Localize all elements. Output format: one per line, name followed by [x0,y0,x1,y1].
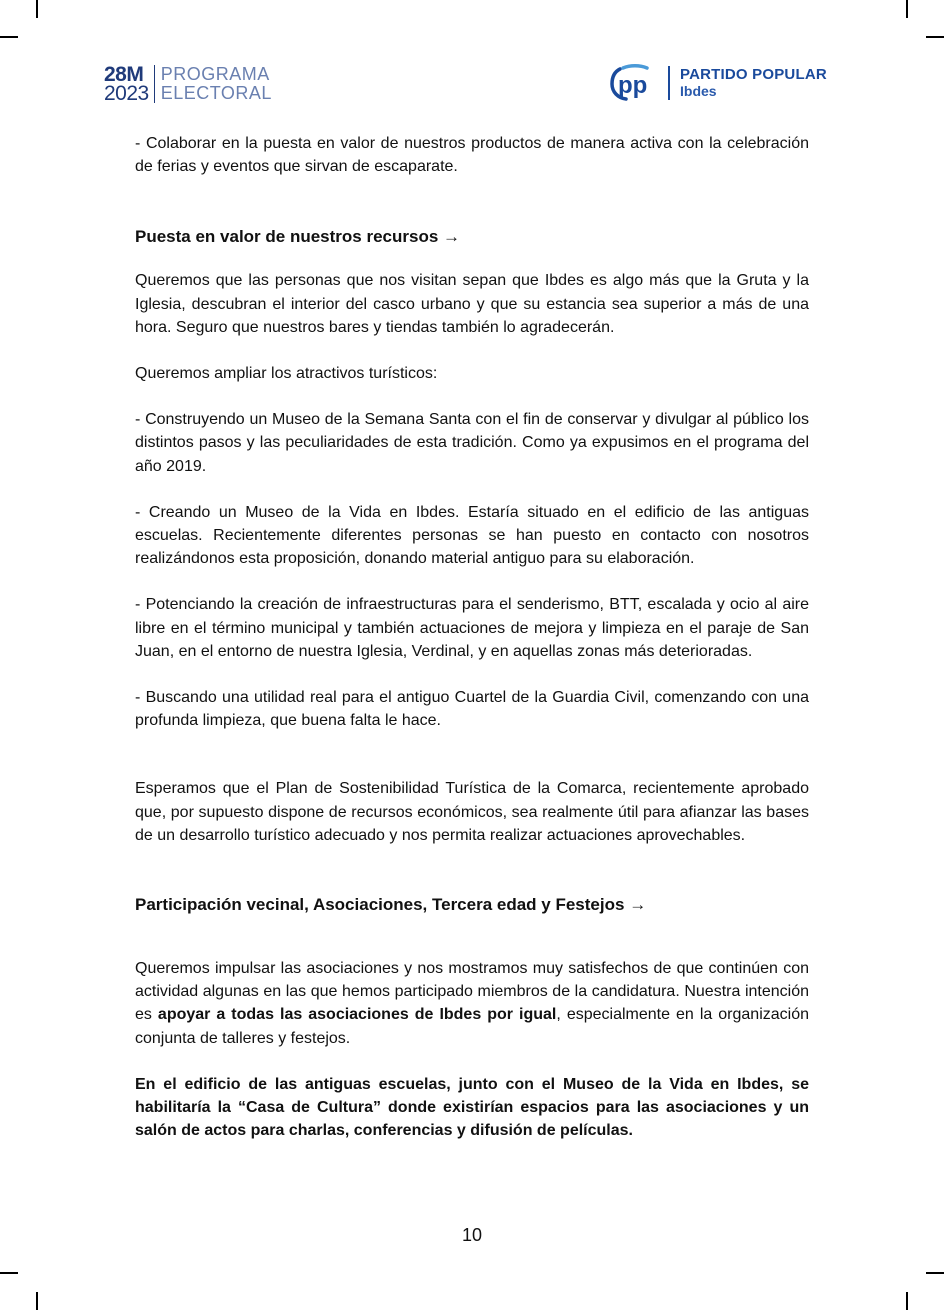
party-town: Ibdes [680,83,717,99]
paragraph-culture-house: En el edificio de las antiguas escuelas, junto con el Museo de la Vida en Ibdes, se habilitaría la “Casa de Cultura” donde existirían espacios para las asociaciones y un salón de actos para charlas, conferencias y difusión de películas. [135,1075,809,1140]
paragraph-associations-part1: Queremos impulsar las asociaciones y nos mostramos muy satisfechos de que continúen con actividad algunas en las que hemos participado miembros de la candidatura. Nuestra intención es [135,960,809,1024]
crop-mark-top-left-vertical [36,0,38,18]
program-title [161,65,272,103]
program-title-line2: ELECTORAL [160,83,272,103]
heading-participation [135,893,809,917]
crop-mark-bottom-left-vertical [36,1292,38,1310]
arrow-right-icon: → [629,895,647,915]
paragraph-infrastructure: - Potenciando la creación de infraestructuras para el senderismo, BTT, escalada y ocio al aire libre en el término municipal y también actuaciones de mejora y limpieza en el paraje de San Juan, en el entorno de nuestra Iglesia, Verdinal, y en aquellas zonas más deterioradas. [135,596,809,660]
election-date-badge [104,65,149,103]
program-title-line1: PROGRAMA [160,64,270,84]
crop-mark-top-left-horizontal [0,36,18,38]
party-logo [610,63,827,103]
party-name: PARTIDO POPULAR [680,66,827,83]
pp-logo-letters: pp [618,72,648,99]
arrow-right-icon: → [443,227,461,247]
pp-logo-icon [610,64,660,102]
paragraph-visitors: Queremos que las personas que nos visitan sepan que Ibdes es algo más que la Gruta y la Iglesia, descubran el interior del casco urbano y que su estancia sea superior a más de una hora. Seguro que nuestros bares y tiendas también lo agradecerán. [135,272,809,336]
crop-mark-top-right-vertical [906,0,908,18]
election-code: 28M [104,63,144,86]
paragraph-associations-bold: apoyar a todas las asociaciones de Ibdes por igual [157,1006,557,1024]
paragraph-life-museum: - Creando un Museo de la Vida en Ibdes. Estaría situado en el edificio de las antiguas escuelas. Recientemente diferentes personas se han puesto en contacto con nosotros realizándonos esta proposición, donando material antiguo para su elaboración. [135,503,809,568]
heading-participation-text: Participación vecinal, Asociaciones, Tercera edad y Festejos [135,895,625,915]
paragraph-tourist-attractions-intro: Queremos ampliar los atractivos turísticos: [135,365,438,383]
paragraph-guardia-civil-barracks: - Buscando una utilidad real para el antiguo Cuartel de la Guardia Civil, comenzando con una profunda limpieza, que buena falta le hace. [135,689,809,730]
crop-mark-bottom-right-vertical [906,1292,908,1310]
crop-mark-bottom-left-horizontal [0,1272,18,1274]
party-text [680,66,827,100]
paragraph-associations-part2: , especialmente en la organización conjunta de talleres y festejos. [135,1006,810,1047]
party-logo-divider [668,66,670,100]
paragraph-associations [135,957,809,1050]
heading-resources [135,225,809,249]
election-logo-divider [154,65,155,103]
document-body [135,132,809,1142]
crop-mark-top-right-horizontal [926,36,944,38]
election-year: 2023 [104,82,149,105]
election-program-logo [104,64,272,104]
paragraph-promote-products: - Colaborar en la puesta en valor de nuestros productos de manera activa con la celebración de ferias y eventos que sirvan de escaparate. [135,135,809,176]
paragraph-sustainability-plan: Esperamos que el Plan de Sostenibilidad Turística de la Comarca, recientemente aprobado que, por supuesto dispone de recursos económicos, sea realmente útil para afianzar las bases de un desarrollo turístico adecuado y nos permita realizar actuaciones aprovechables. [135,780,809,844]
page-number: 10 [461,1225,483,1245]
paragraph-holy-week-museum: - Construyendo un Museo de la Semana Santa con el fin de conservar y divulgar al público los distintos pasos y las peculiaridades de esta tradición. Como ya expusimos en el programa del año 2019. [135,411,809,475]
crop-mark-bottom-right-horizontal [926,1272,944,1274]
heading-resources-text: Puesta en valor de nuestros recursos [135,227,439,247]
